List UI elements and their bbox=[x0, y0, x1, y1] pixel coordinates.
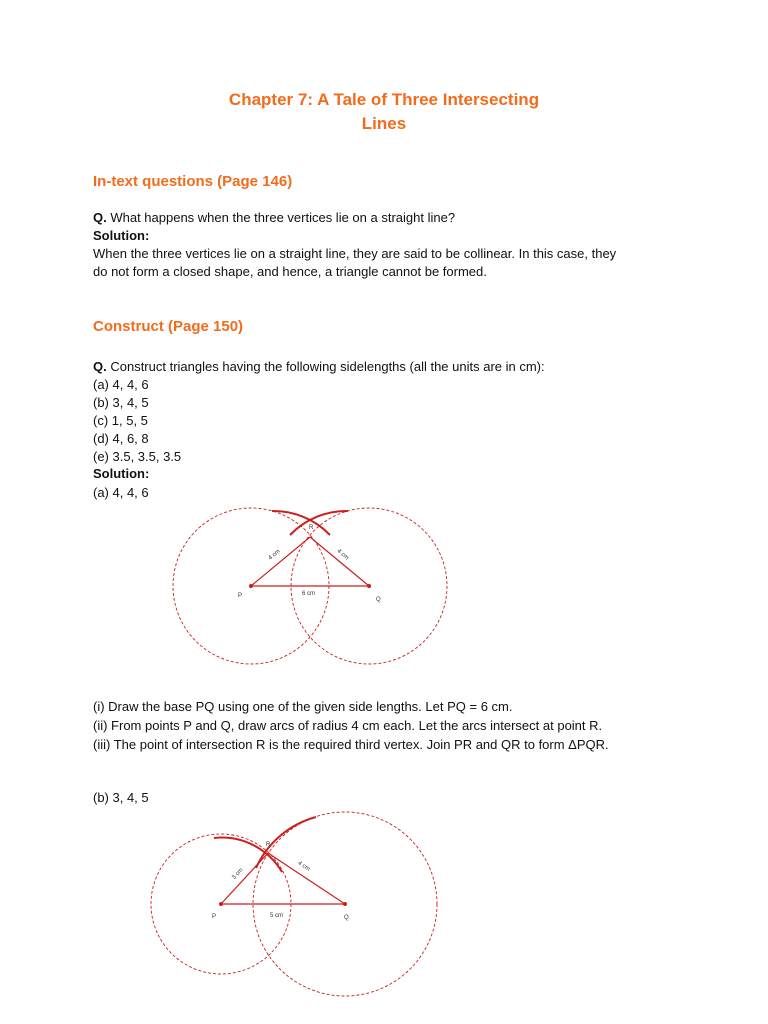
label-side-qr: 4 cm bbox=[335, 548, 350, 562]
solution-label: Solution: bbox=[93, 228, 150, 243]
label-r-b: R bbox=[266, 842, 271, 848]
chapter-title-line1: Chapter 7: A Tale of Three Intersecting bbox=[228, 90, 540, 109]
option-d: (d) 4, 6, 8 bbox=[93, 431, 149, 446]
question-text: Construct triangles having the following sidelengths (all the units are in cm): bbox=[106, 359, 545, 374]
label-side-pr-b: 3 cm bbox=[231, 867, 245, 881]
label-side-pq: 6 cm bbox=[302, 591, 316, 597]
label-r: R bbox=[309, 525, 314, 531]
point-q-b bbox=[343, 902, 347, 906]
label-p-b: P bbox=[212, 914, 217, 920]
label-side-pr: 4 cm bbox=[267, 548, 282, 562]
chapter-title-line2: Lines bbox=[361, 114, 407, 133]
option-a: (a) 4, 4, 6 bbox=[93, 377, 149, 392]
label-q-b: Q bbox=[344, 915, 349, 921]
step-a-2: (ii) From points P and Q, draw arcs of radius 4 cm each. Let the arcs intersect at point R. bbox=[93, 718, 603, 733]
part-b-label: (b) 3, 4, 5 bbox=[93, 790, 149, 805]
side-pr-b bbox=[221, 853, 268, 904]
question-text: What happens when the three vertices lie on a straight line? bbox=[106, 210, 456, 225]
step-a-1: (i) Draw the base PQ using one of the given side lengths. Let PQ = 6 cm. bbox=[93, 699, 513, 714]
part-a-label: (a) 4, 4, 6 bbox=[93, 485, 149, 500]
label-side-qr-b: 4 cm bbox=[296, 860, 311, 873]
label-q: Q bbox=[376, 597, 381, 603]
q-label: Q. bbox=[93, 210, 107, 225]
option-b: (b) 3, 4, 5 bbox=[93, 395, 149, 410]
answer-line-2: do not form a closed shape, and hence, a triangle cannot be formed. bbox=[93, 264, 487, 279]
step-a-3: (iii) The point of intersection R is the required third vertex. Join PR and QR to form ΔPQR. bbox=[93, 737, 609, 752]
point-p-b bbox=[219, 902, 223, 906]
section-heading-construct: Construct (Page 150) bbox=[93, 318, 244, 335]
label-p: P bbox=[238, 593, 243, 599]
option-c: (c) 1, 5, 5 bbox=[93, 413, 148, 428]
solution-label-construct: Solution: bbox=[93, 466, 150, 481]
answer-line-1: When the three vertices lie on a straight line, they are said to be collinear. In this case, they bbox=[93, 246, 617, 261]
side-qr-b bbox=[268, 853, 345, 904]
q-label: Q. bbox=[93, 359, 107, 374]
arc-from-q-b bbox=[256, 817, 316, 868]
section-heading-intext: In-text questions (Page 146) bbox=[93, 173, 293, 190]
option-e: (e) 3.5, 3.5, 3.5 bbox=[93, 449, 182, 464]
label-side-pq-b: 5 cm bbox=[270, 913, 284, 919]
